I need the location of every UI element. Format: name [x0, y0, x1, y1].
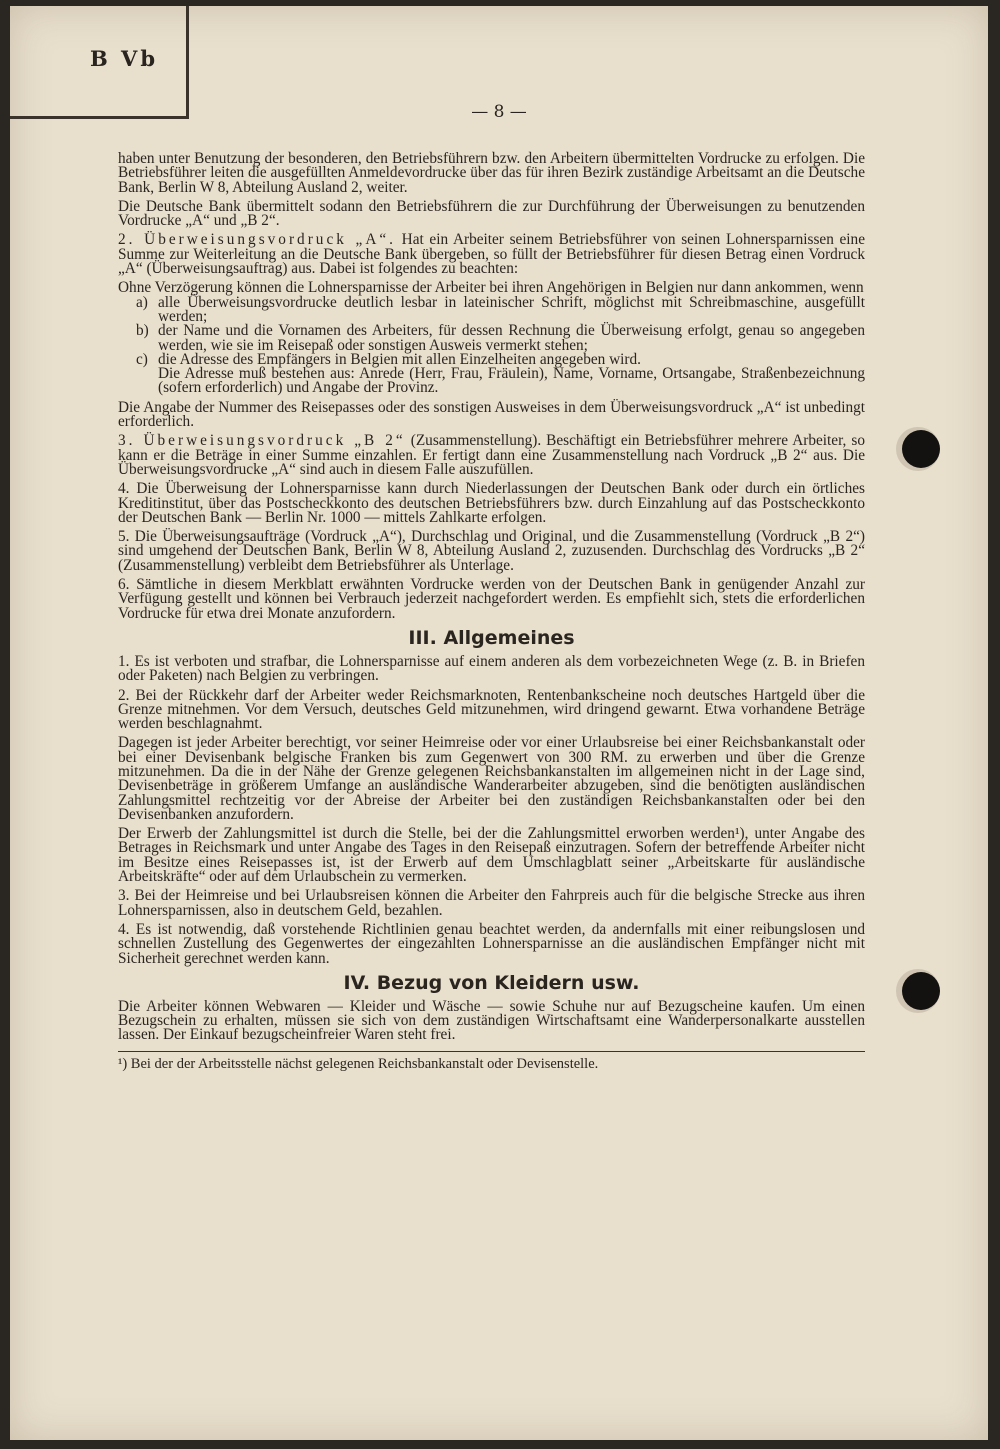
paragraph: 4. Die Überweisung der Lohnersparnisse kann durch Niederlassungen der Deutschen Bank oder durch ein örtliches Kreditinstitut, über das Postscheckkonto des deutschen Betriebsführers bzw. durch Einzahlung auf das Postscheckkonto der Deutschen Bank — Berlin Nr. 1000 — mittels Zahlkarte erfolgen.: [118, 480, 865, 526]
section-heading-III: III. Allgemeines: [408, 626, 575, 649]
section-2-text: Hat ein Arbeiter seinem Betriebsführer von seinen Lohnersparnissen eine Summe zur Weiterleitung an die Deutsche Bank übergeben, so füllt der Betriebsführer für diesen Betrag einen Vordruck „A“ (Überweisungsauftrag) aus. Dabei ist folgendes zu beachten:: [118, 231, 865, 278]
list-item-text: der Name und die Vornamen des Arbeiters, für dessen Rechnung die Überweisung erfolgt, genau so angegeben werden, wie sie im Reisepaß oder sonstigen Ausweis vermerkt stehen;: [158, 322, 865, 354]
stamp-label: B Vb: [90, 46, 159, 71]
section-2-lead: 2. Überweisungsvordruck „A“.: [118, 231, 396, 249]
condition-list: [118, 293, 865, 368]
page-number: — 8 —: [471, 102, 527, 122]
paragraph: haben unter Benutzung der besonderen, den Betriebsführern bzw. den Arbeitern übermittelten Vordrucke zu erfolgen. Die Betriebsführer leiten die ausgefüllten Anmeldevordrucke über das für ihren Bezirk zuständige Arbeitsamt an die Deutsche Bank, Berlin W 8, Abteilung Ausland 2, weiter.: [118, 150, 865, 196]
list-item-label: c): [136, 350, 148, 368]
paragraph: 6. Sämtliche in diesem Merkblatt erwähnten Vordrucke werden von der Deutschen Bank in genügender Anzahl zur Verfügung gestellt und können bei Verbrauch jederzeit nachgefordert werden. Es empfiehlt sich, stets die erforderlichen Vordrucke für etwa drei Monate anzufordern.: [118, 576, 865, 622]
section-heading-IV: IV. Bezug von Kleidern usw.: [343, 971, 640, 994]
footnote-rule: [118, 1051, 865, 1052]
body-text: [118, 152, 865, 1076]
section-3-lead: 3. Überweisungsvordruck „B 2“: [118, 432, 406, 450]
list-item: [118, 324, 865, 353]
list-item-label: a): [136, 293, 148, 311]
section-2: [118, 233, 865, 276]
passport-note: Die Angabe der Nummer des Reisepasses oder des sonstigen Ausweises in dem Überweisungsvordruck „A“ ist unbedingt erforderlich.: [118, 398, 865, 431]
paragraph: Die Arbeiter können Webwaren — Kleider und Wäsche — sowie Schuhe nur auf Bezugscheine kaufen. Um einen Bezugschein zu erhalten, müssen sie sich von dem zuständigen Wirtschaftsamt eine Wanderpersonalkarte ausstellen lassen. Der Einkauf bezugscheinfreier Waren steht frei.: [118, 997, 865, 1044]
section-3: [118, 434, 865, 477]
list-item-text: die Adresse des Empfängers in Belgien mit allen Einzelheiten angegeben wird.: [158, 350, 641, 368]
section-3-text: (Zusammenstellung). Beschäftigt ein Betriebsführer mehrere Arbeiter, so kann er die Beträge in einer Summe einzahlen. Er fertigt dann eine Zusammenstellung nach Vordruck „B 2“ aus. Die Überweisungsvordrucke „A“ sind auch in diesem Falle auszufüllen.: [118, 432, 865, 478]
list-item-text: alle Überweisungsvordrucke deutlich lesbar in lateinischer Schrift, möglichst mit Schreibmaschine, ausgefüllt werden;: [158, 293, 865, 325]
paragraph: 1. Es ist verboten und strafbar, die Lohnersparnisse auf einem anderen als dem vorbezeichneten Wege (z. B. in Briefen oder Paketen) nach Belgien zu verbringen.: [118, 652, 865, 685]
punch-hole: [902, 972, 940, 1010]
punch-hole: [902, 430, 940, 468]
section-2-intro: Ohne Verzögerung können die Lohnersparnisse der Arbeiter bei ihren Angehörigen in Belgien nur dann ankommen, wenn: [118, 279, 864, 297]
paragraph: 2. Bei der Rückkehr darf der Arbeiter weder Reichsmarknoten, Rentenbankscheine noch deutsches Hartgeld über die Grenze mitnehmen. Vor dem Versuch, deutsches Geld mitzunehmen, wird dringend gewarnt. Etwa vorhandene Beträge werden beschlagnahmt.: [118, 686, 865, 733]
document-page: [10, 6, 988, 1440]
footnote: ¹) Bei der der Arbeitsstelle nächst gelegenen Reichsbankanstalt oder Devisenstelle.: [118, 1055, 599, 1072]
paragraph: 5. Die Überweisungsaufträge (Vordruck „A“), Durchschlag und Original, und die Zusammenstellung (Vordruck „B 2“) sind umgehend der Deutschen Bank, Berlin W 8, Abteilung Ausland 2, zuzusenden. Durchschlag des Vordrucks „B 2“ (Zusammenstellung) verbleibt dem Betriebsführer als Unterlage.: [118, 528, 865, 574]
paragraph: 3. Bei der Heimreise und bei Urlaubsreisen können die Arbeiter den Fahrpreis auch für die belgische Strecke aus ihren Lohnersparnissen, also in deutschem Geld, bezahlen.: [118, 887, 865, 919]
paragraph: Dagegen ist jeder Arbeiter berechtigt, vor seiner Heimreise oder vor einer Urlaubsreise bei einer Reichsbankanstalt oder bei einer Devisenbank belgische Franken bis zum Gegenwert von 300 RM. zu erwerben und über die Grenze mitzunehmen. Da die in der Nähe der Grenze gelegenen Reichsbankanstalten im allgemeinen nicht in der Lage sind, Devisenbeträge in größerem Umfange an ausländische Wanderarbeiter abzugeben, sind die benötigten ausländischen Zahlungsmittel rechtzeitig vor der Abreise der Arbeiter bei den zuständigen Reichsbankanstalten oder bei den Devisenbanken anzufordern.: [118, 734, 865, 823]
paragraph: Die Deutsche Bank übermittelt sodann den Betriebsführern die zur Durchführung der Überweisungen zu benutzenden Vordrucke „A“ und „B 2“.: [118, 197, 865, 230]
paragraph: 4. Es ist notwendig, daß vorstehende Richtlinien genau beachtet werden, da andernfalls mit einer reibungslosen und schnellen Zustellung des Gegenwertes der eingezahlten Lohnersparnisse an die ausländischen Empfänger nicht mit Sicherheit gerechnet werden kann.: [118, 920, 865, 967]
list-item: [118, 293, 865, 325]
address-note: Die Adresse muß bestehen aus: Anrede (Herr, Frau, Fräulein), Name, Vorname, Ortsangabe, Straßenbezeichnung (sofern erforderlich) und Angabe der Provinz.: [158, 365, 865, 397]
paragraph: Der Erwerb der Zahlungsmittel ist durch die Stelle, bei der die Zahlungsmittel erworben werden¹), unter Angabe des Betrages in Reichsmark und unter Angabe des Tages in den Reisepaß einzutragen. Sofern der betreffende Arbeiter nicht im Besitze eines Reisepasses ist, ist der Erwerb auf dem Umschlagblatt seiner „Arbeitskarte für ausländische Arbeitskräfte“ oder auf dem Urlaubschein zu vermerken.: [118, 825, 865, 886]
list-item: [118, 350, 865, 368]
list-item-label: b): [136, 322, 149, 340]
